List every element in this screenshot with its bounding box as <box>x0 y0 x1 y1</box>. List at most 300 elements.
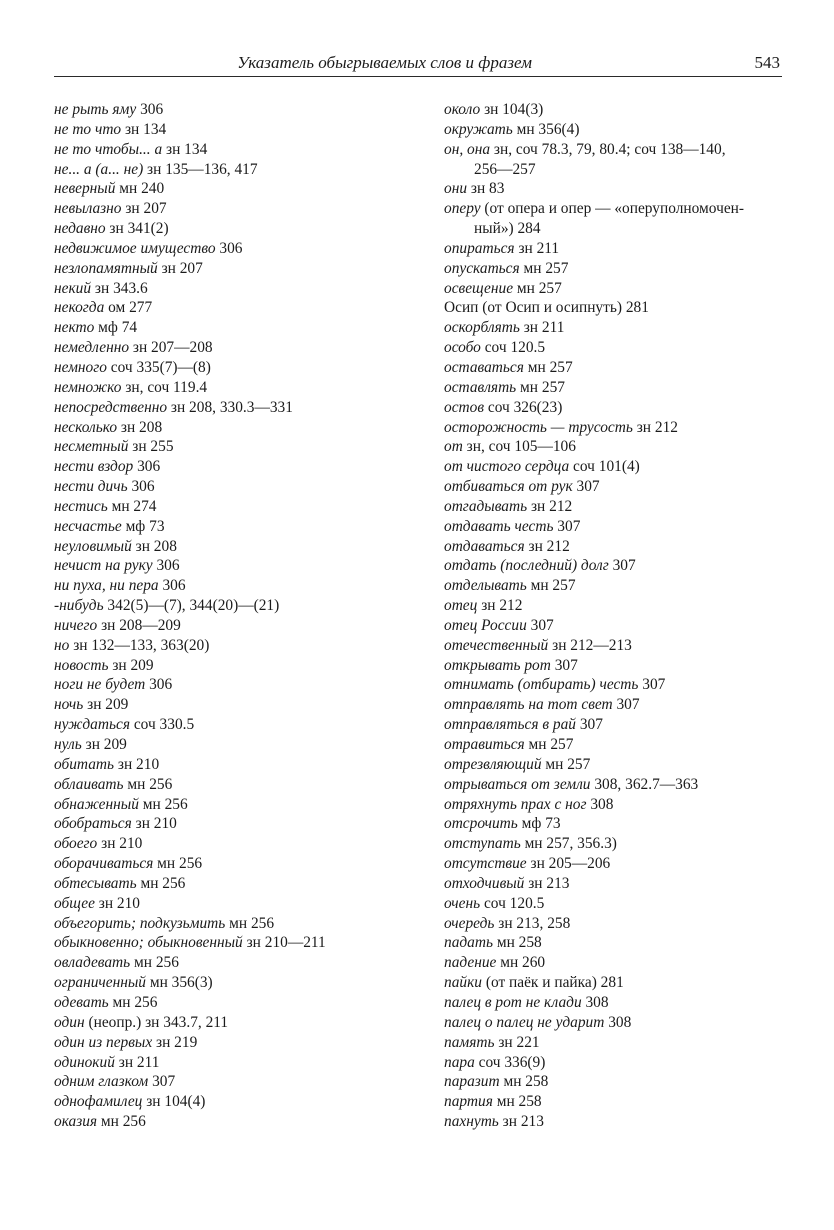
entry-headword: нестись <box>54 497 108 515</box>
index-entry <box>446 854 811 874</box>
index-entry <box>56 775 421 795</box>
entry-reference: мф 74 <box>94 319 138 337</box>
entry-headword: около <box>444 101 481 118</box>
index-entry <box>56 814 421 834</box>
entry-reference: мн 256 <box>97 1113 146 1131</box>
index-entry <box>446 378 811 398</box>
entry-headword: от <box>444 438 463 456</box>
entry-reference: зн 211 <box>514 239 560 257</box>
index-entry <box>56 735 421 755</box>
entry-reference: зн 213 <box>498 1113 544 1131</box>
entry-reference: 307 <box>526 616 554 634</box>
entry-headword: отрезвляющий <box>444 755 542 773</box>
entry-headword: отделывать <box>444 577 527 595</box>
entry-headword: паразит <box>444 1073 500 1091</box>
entry-headword: немедленно <box>54 339 130 357</box>
entry-reference: 307 <box>576 716 603 734</box>
entry-reference: ом 277 <box>104 299 153 317</box>
running-header <box>54 52 782 77</box>
index-entry <box>56 259 421 279</box>
index-entry <box>56 874 421 894</box>
index-entry <box>446 993 811 1013</box>
index-entry <box>446 398 811 418</box>
index-entry <box>446 338 811 358</box>
entry-headword: отнимать (отбирать) честь <box>444 676 639 694</box>
entry-reference: зн 212 <box>527 497 573 515</box>
index-entry <box>446 517 811 537</box>
entry-reference: зн 135—136, 417 <box>143 160 258 178</box>
index-entry <box>56 457 421 477</box>
entry-headword: ночь <box>54 696 84 714</box>
running-title: Указатель обыгрываемых слов и фразем <box>237 53 532 72</box>
index-entry <box>446 834 811 854</box>
entry-headword: падать <box>444 934 493 952</box>
index-entry <box>446 358 811 378</box>
entry-headword: опираться <box>444 239 515 257</box>
entry-reference: зн 209 <box>83 696 129 714</box>
index-entry <box>446 140 811 160</box>
entry-reference: соч 101(4) <box>569 458 640 476</box>
index-entry <box>56 437 421 457</box>
entry-headword: не то что <box>54 120 122 138</box>
entry-headword: пахнуть <box>444 1113 499 1131</box>
index-entry <box>446 775 811 795</box>
entry-reference: мн 257 <box>526 577 576 595</box>
entry-headword: отец России <box>444 616 527 634</box>
index-entry <box>56 933 421 953</box>
entry-reference: 306 <box>152 557 180 575</box>
index-entry <box>56 556 421 576</box>
entry-reference: зн 211 <box>519 319 565 337</box>
entry-headword: отбиваться от рук <box>444 478 573 496</box>
entry-reference: 308 <box>604 1013 632 1031</box>
entry-reference: зн 104(4) <box>142 1093 206 1111</box>
index-entry <box>446 179 811 199</box>
entry-reference: мн 257, 356.3) <box>520 835 617 853</box>
index-entry <box>56 1053 421 1073</box>
index-column-left <box>56 100 421 1132</box>
entry-reference: зн 208 <box>131 537 177 555</box>
entry-reference: 307 <box>550 656 578 674</box>
index-entry <box>56 715 421 735</box>
index-entry <box>56 695 421 715</box>
entry-headword: пайки <box>444 974 482 992</box>
index-entry <box>56 576 421 596</box>
entry-reference: зн 210 <box>94 894 141 912</box>
entry-reference: мн 258 <box>492 1093 542 1111</box>
entry-headword: обыкновенно; обыкновенный <box>54 934 243 952</box>
index-entry <box>56 140 421 160</box>
entry-reference: соч 335(7)—(8) <box>106 358 211 376</box>
index-entry <box>446 973 811 993</box>
entry-headword: некогда <box>54 299 105 317</box>
entry-headword: не... а (а... не) <box>54 160 144 178</box>
index-entry <box>56 537 421 557</box>
entry-reference: 308 <box>581 993 609 1011</box>
entry-reference: мн 260 <box>496 954 546 972</box>
entry-reference: зн, соч 105—106 <box>462 438 576 456</box>
entry-headword: неверный <box>54 180 116 198</box>
index-entry <box>446 874 811 894</box>
index-entry <box>446 675 811 695</box>
index-entry <box>56 596 421 616</box>
entry-reference: мн 256 <box>130 954 179 972</box>
index-entry <box>446 656 811 676</box>
entry-reference: мн 257 <box>541 755 591 773</box>
entry-headword: одинокий <box>54 1053 115 1071</box>
entry-reference: зн 210—211 <box>242 934 326 952</box>
entry-reference: зн 213 <box>524 874 570 892</box>
index-entry <box>56 298 421 318</box>
entry-headword: оборачиваться <box>54 855 154 873</box>
index-entry <box>446 596 811 616</box>
entry-reference: 306 <box>133 458 161 476</box>
index-entry <box>446 279 811 299</box>
entry-headword: обтесывать <box>54 874 137 892</box>
entry-headword: отсрочить <box>444 815 518 833</box>
index-entry <box>446 259 811 279</box>
entry-reference: зн 208—209 <box>97 616 181 634</box>
index-entry <box>56 1033 421 1053</box>
entry-headword: они <box>444 180 468 198</box>
entry-headword: палец о палец не ударит <box>444 1013 605 1031</box>
index-entry <box>446 100 811 120</box>
entry-headword: отец <box>444 597 478 615</box>
entry-reference: мн 257 <box>524 736 574 753</box>
entry-headword: отходчивый <box>444 874 525 892</box>
entry-headword: падение <box>444 954 497 972</box>
entry-reference: 306 <box>127 478 155 496</box>
index-entry <box>446 219 811 239</box>
entry-reference: мн 356(4) <box>512 120 580 138</box>
entry-reference: мн 258 <box>493 934 542 952</box>
entry-reference: зн 212 <box>477 597 523 615</box>
entry-headword: отправлять на тот свет <box>444 696 613 714</box>
entry-reference: зн 213, 258 <box>494 914 571 932</box>
index-entry <box>446 953 811 973</box>
index-entry <box>446 1072 811 1092</box>
entry-headword: отдать (последний) долг <box>444 557 609 575</box>
index-entry <box>56 755 421 775</box>
index-entry <box>56 120 421 140</box>
entry-headword: недавно <box>54 220 106 238</box>
entry-reference: зн 221 <box>494 1033 540 1051</box>
entry-headword: несколько <box>54 418 118 436</box>
entry-headword: партия <box>444 1093 493 1111</box>
entry-headword: ни пуха, ни пера <box>54 577 159 595</box>
entry-headword: оскорблять <box>444 319 520 337</box>
entry-headword: опускаться <box>444 259 520 277</box>
entry-reference: зн 212 <box>632 418 678 436</box>
entry-reference: зн 134 <box>162 140 208 158</box>
index-entry <box>446 636 811 656</box>
index-entry <box>56 160 421 180</box>
entry-headword: не рыть яму <box>54 101 137 118</box>
index-entry <box>56 219 421 239</box>
index-entry <box>446 795 811 815</box>
index-entry <box>56 1013 421 1033</box>
entry-headword: нечист на руку <box>54 557 153 575</box>
index-entry <box>446 457 811 477</box>
entry-reference: зн 207 <box>157 259 203 277</box>
entry-headword: открывать рот <box>444 656 551 674</box>
entry-reference: мн 256 <box>138 795 188 813</box>
entry-reference: зн 210 <box>131 815 177 833</box>
entry-reference: мн 256 <box>123 775 173 793</box>
entry-headword: однофамилец <box>54 1093 143 1111</box>
index-entry <box>446 537 811 557</box>
entry-reference: 306 <box>215 239 243 257</box>
index-entry <box>446 1112 811 1132</box>
entry-headword: некто <box>54 319 95 337</box>
entry-headword: отряхнуть прах с ног <box>444 795 587 813</box>
entry-headword: ничего <box>54 616 98 634</box>
entry-headword: отечественный <box>444 636 549 654</box>
entry-headword: отдавать честь <box>444 517 554 535</box>
entry-reference: мн 256 <box>153 855 203 873</box>
entry-headword: от чистого сердца <box>444 458 570 476</box>
entry-headword: особо <box>444 339 481 357</box>
entry-headword: неуловимый <box>54 537 132 555</box>
entry-headword: отрываться от земли <box>444 775 591 793</box>
entry-reference: мн 256 <box>225 914 275 932</box>
entry-reference: мн 257 <box>523 358 573 376</box>
entry-headword: недвижимое имущество <box>54 239 216 257</box>
entry-reference: зн 343.6 <box>91 279 148 297</box>
entry-headword: невылазно <box>54 200 122 218</box>
entry-headword: ноги не будет <box>54 676 146 694</box>
index-entry <box>446 576 811 596</box>
index-entry <box>56 636 421 656</box>
index-entry <box>446 318 811 338</box>
entry-reference: зн 208 <box>117 418 163 436</box>
index-entry <box>446 715 811 735</box>
index-entry <box>56 358 421 378</box>
entry-reference: зн 210 <box>114 755 160 773</box>
entry-reference: 306 <box>158 577 186 595</box>
index-entry <box>56 199 421 219</box>
index-entry <box>446 556 811 576</box>
index-entry <box>446 814 811 834</box>
entry-headword: одевать <box>54 993 109 1011</box>
entry-reference: мн 257 <box>516 378 565 396</box>
entry-reference: зн, соч 119.4 <box>121 378 208 396</box>
entry-headword: оставлять <box>444 378 517 396</box>
entry-headword: нуль <box>54 736 82 753</box>
index-entry <box>56 795 421 815</box>
index-entry <box>446 735 811 755</box>
index-entry <box>446 616 811 636</box>
entry-reference: соч 330.5 <box>129 716 195 734</box>
index-entry <box>56 378 421 398</box>
entry-reference: 306 <box>145 676 173 694</box>
entry-reference: 256—257 <box>474 160 536 178</box>
entry-headword: обитать <box>54 755 115 773</box>
entry-headword: но <box>54 636 70 654</box>
entry-headword: непосредственно <box>54 398 168 416</box>
entry-reference: 307 <box>572 478 600 496</box>
entry-reference: зн, соч 78.3, 79, 80.4; соч 138—140, <box>490 140 726 158</box>
entry-headword: пара <box>444 1053 475 1071</box>
index-entry <box>56 398 421 418</box>
index-entry <box>446 120 811 140</box>
entry-headword: осторожность — трусость <box>444 418 633 436</box>
entry-headword: обнаженный <box>54 795 139 813</box>
index-entry <box>56 953 421 973</box>
entry-headword: новость <box>54 656 109 674</box>
entry-reference: ный») 284 <box>474 220 541 238</box>
index-entry <box>56 179 421 199</box>
entry-headword: нести вздор <box>54 458 134 476</box>
index-entry <box>56 279 421 299</box>
entry-reference: зн 132—133, 363(20) <box>69 636 210 654</box>
entry-reference: мн 256 <box>108 993 158 1011</box>
entry-headword: нести дичь <box>54 478 128 496</box>
entry-reference: зн 219 <box>152 1033 198 1051</box>
entry-headword: несметный <box>54 438 129 456</box>
entry-headword: палец в рот не клади <box>444 993 582 1011</box>
entry-headword: очень <box>444 894 481 912</box>
entry-reference: зн 212 <box>524 537 570 555</box>
index-entry <box>446 477 811 497</box>
entry-headword: память <box>444 1033 495 1051</box>
index-entry <box>56 418 421 438</box>
entry-reference: 342(5)—(7), 344(20)—(21) <box>103 597 280 615</box>
entry-reference: мн 256 <box>136 874 186 892</box>
index-entry <box>446 1013 811 1033</box>
entry-reference: зн 205—206 <box>526 855 611 873</box>
entry-reference: соч 326(23) <box>484 398 563 416</box>
index-entry <box>446 1033 811 1053</box>
entry-headword: некий <box>54 279 92 297</box>
index-entry <box>56 338 421 358</box>
entry-headword: объегорить; подкузьмить <box>54 914 226 932</box>
index-entry <box>446 894 811 914</box>
entry-reference: мн 274 <box>107 497 157 515</box>
entry-reference: зн 212—213 <box>548 636 632 654</box>
entry-headword: одним глазком <box>54 1073 149 1091</box>
entry-reference: зн 255 <box>128 438 174 456</box>
index-entry <box>56 318 421 338</box>
entry-headword: овладевать <box>54 954 131 972</box>
entry-headword: один <box>54 1013 85 1031</box>
entry-headword: обоего <box>54 835 98 853</box>
entry-reference: 308 <box>586 795 614 813</box>
index-entry <box>446 914 811 934</box>
entry-headword: несчастье <box>54 517 122 535</box>
index-entry <box>56 894 421 914</box>
entry-reference: 308, 362.7—363 <box>590 775 699 793</box>
index-entry <box>56 1112 421 1132</box>
index-entry <box>446 418 811 438</box>
entry-reference: (от паёк и пайка) 281 <box>481 974 624 992</box>
index-entry <box>56 1072 421 1092</box>
entry-headword: отдаваться <box>444 537 525 555</box>
entry-reference: зн 209 <box>81 736 127 753</box>
entry-reference: соч 120.5 <box>480 339 546 357</box>
index-entry <box>446 1092 811 1112</box>
entry-reference: зн 207—208 <box>129 339 213 357</box>
index-entry <box>446 160 811 180</box>
entry-reference: 307 <box>638 676 666 694</box>
entry-headword: отправляться в рай <box>444 716 577 734</box>
entry-headword: отсутствие <box>444 855 527 873</box>
index-entry <box>446 437 811 457</box>
index-entry <box>446 497 811 517</box>
entry-reference: зн 134 <box>121 120 167 138</box>
entry-reference: зн 209 <box>108 656 154 674</box>
entry-reference: зн 104(3) <box>480 101 544 118</box>
entry-headword: немного <box>54 358 107 376</box>
entry-headword: ограниченный <box>54 974 146 992</box>
index-entry <box>56 477 421 497</box>
entry-reference: зн 83 <box>467 180 505 198</box>
entry-headword: освещение <box>444 279 514 297</box>
page-number: 543 <box>754 53 780 72</box>
index-entry <box>56 239 421 259</box>
index-column-right <box>446 100 811 1132</box>
index-entry <box>56 675 421 695</box>
entry-headword: незлопамятный <box>54 259 158 277</box>
entry-headword: очередь <box>444 914 495 932</box>
entry-headword: отравиться <box>444 736 525 753</box>
entry-headword: облаивать <box>54 775 124 793</box>
index-entry <box>56 517 421 537</box>
index-entry <box>56 1092 421 1112</box>
entry-reference: мн 257 <box>513 279 562 297</box>
entry-headword: отгадывать <box>444 497 528 515</box>
index-entry <box>56 854 421 874</box>
entry-reference: мн 258 <box>499 1073 549 1091</box>
entry-reference: Осип (от Осип и осипнуть) 281 <box>444 299 649 317</box>
entry-reference: зн 211 <box>114 1053 160 1071</box>
entry-reference: 307 <box>612 696 640 714</box>
index-entry <box>446 298 811 318</box>
entry-reference: мн 240 <box>115 180 165 198</box>
entry-headword: немножко <box>54 378 122 396</box>
index-entry <box>56 914 421 934</box>
entry-headword: остов <box>444 398 485 416</box>
index-entry <box>446 933 811 953</box>
index-entry <box>56 616 421 636</box>
entry-reference: мф 73 <box>121 517 165 535</box>
entry-reference: мн 356(3) <box>145 974 213 992</box>
index-entry <box>56 973 421 993</box>
entry-headword: не то чтобы... а <box>54 140 163 158</box>
index-entry <box>446 1053 811 1073</box>
entry-headword: обобраться <box>54 815 132 833</box>
entry-reference: мф 73 <box>517 815 561 833</box>
entry-headword: окружать <box>444 120 513 138</box>
entry-headword: -нибудь <box>54 597 104 615</box>
entry-headword: отступать <box>444 835 521 853</box>
entry-reference: 307 <box>148 1073 176 1091</box>
index-entry <box>446 199 811 219</box>
index-entry <box>446 239 811 259</box>
entry-reference: 306 <box>136 101 164 118</box>
index-entry <box>446 695 811 715</box>
index-entry <box>56 993 421 1013</box>
entry-headword: оперу <box>444 200 481 218</box>
entry-reference: 307 <box>608 557 636 575</box>
entry-reference: соч 336(9) <box>474 1053 546 1071</box>
index-entry <box>446 755 811 775</box>
index-entry <box>56 656 421 676</box>
entry-reference: зн 208, 330.3—331 <box>167 398 293 416</box>
index-entry <box>56 834 421 854</box>
entry-headword: один из первых <box>54 1033 153 1051</box>
entry-reference: 307 <box>553 517 581 535</box>
